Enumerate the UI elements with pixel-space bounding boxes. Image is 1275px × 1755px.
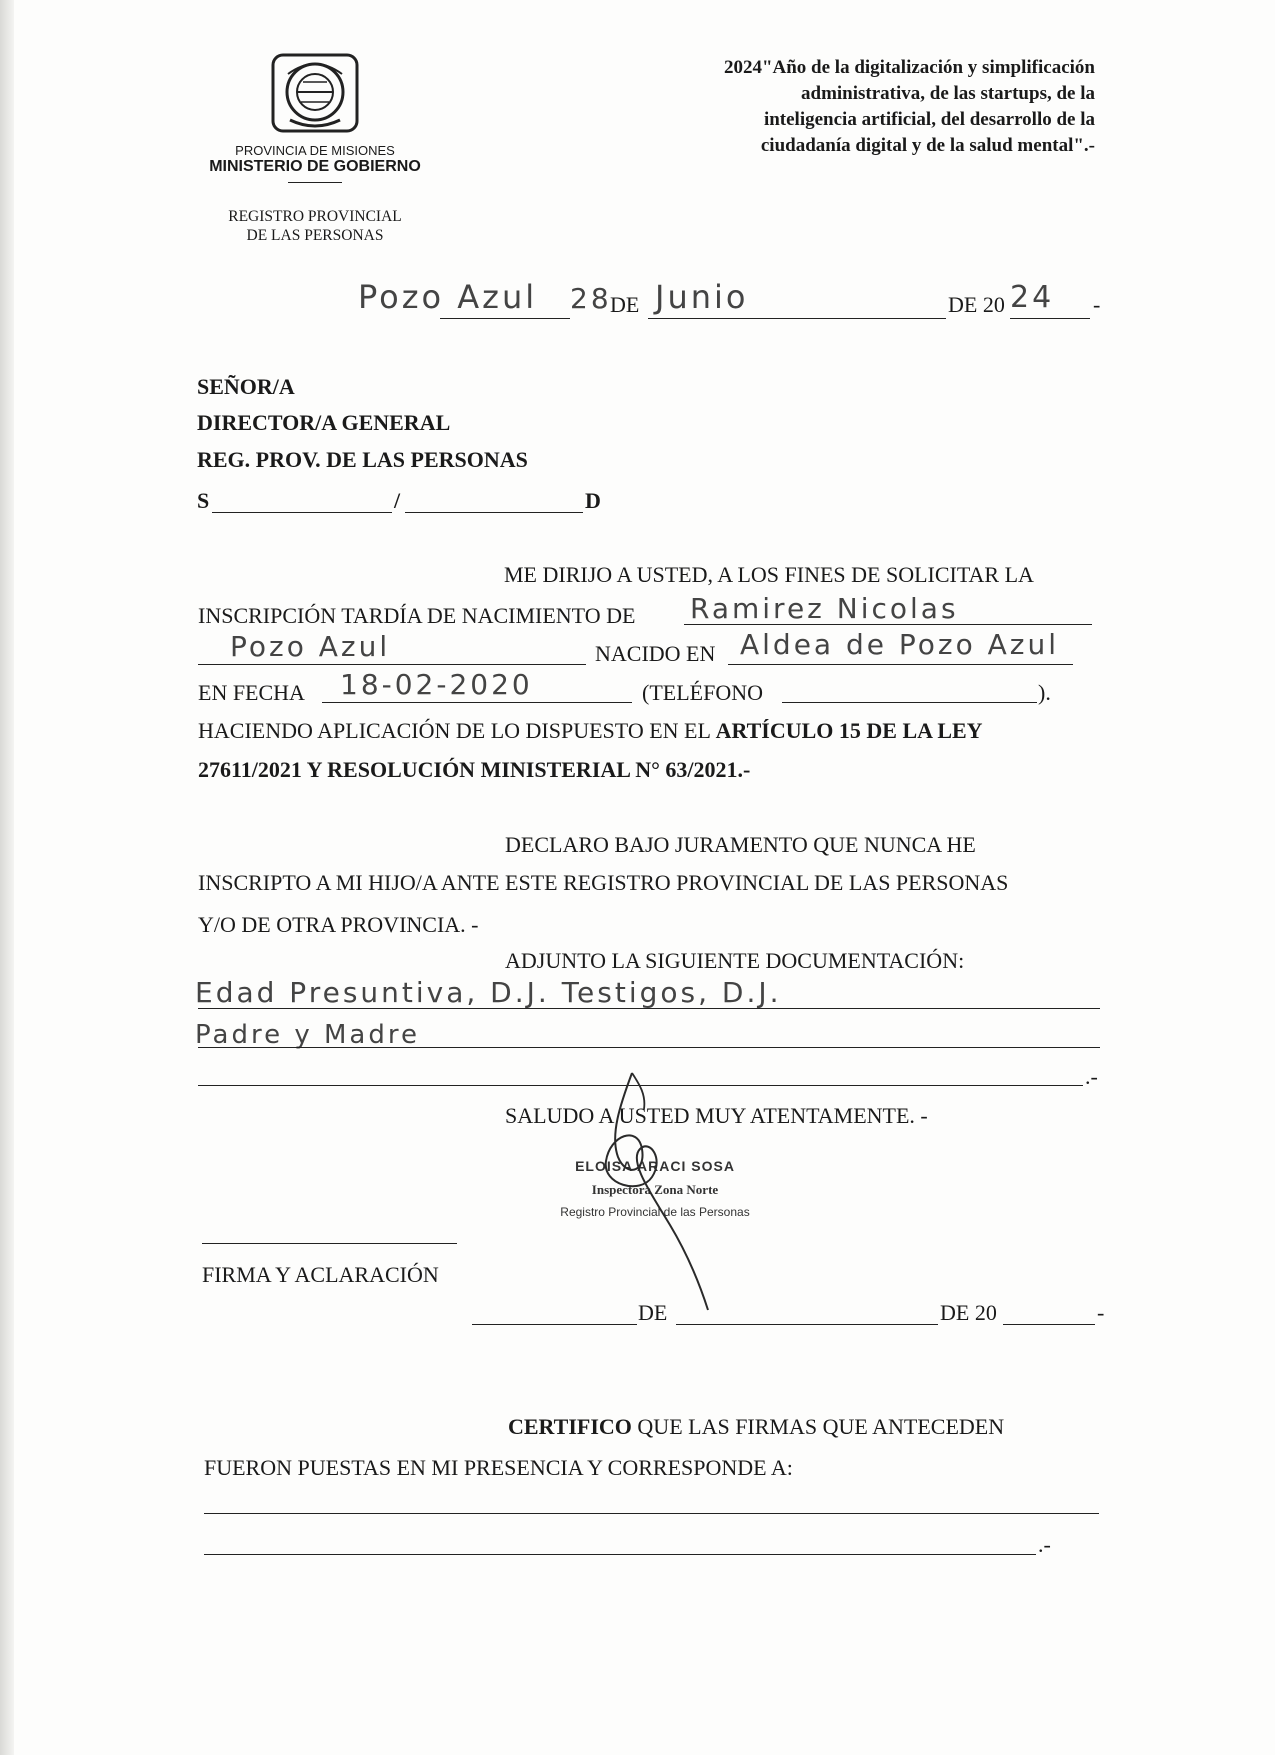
registry-label-line1: REGISTRO PROVINCIAL — [228, 208, 402, 225]
docs-handwritten-2: Padre y Madre — [195, 1020, 420, 1050]
phone-underline — [782, 702, 1037, 703]
oath-line2: INSCRIPTO A MI HIJO/A ANTE ESTE REGISTRO PROVINCIAL DE LAS PERSONAS — [198, 870, 1009, 895]
motto-line-1: 2024"Año de la digitalización y simplificación — [723, 57, 1095, 78]
place-underline — [440, 318, 570, 319]
place2-handwritten: Pozo Azul — [230, 630, 391, 663]
motto-text — [560, 55, 1095, 159]
ministry-underline — [288, 182, 342, 183]
addressee-s: S — [197, 488, 210, 513]
place-handwritten: Pozo Azul — [358, 278, 538, 316]
date-end-dash: - — [1093, 292, 1101, 317]
closing-text: SALUDO A USTED MUY ATENTAMENTE. - — [505, 1103, 928, 1128]
day-handwritten: 28 — [570, 282, 612, 315]
addressee-line1: SEÑOR/A — [197, 374, 295, 399]
child-name-handwritten: Ramirez Nicolas — [690, 592, 959, 625]
place2-underline — [198, 664, 586, 665]
docs-end: .- — [1085, 1064, 1098, 1089]
page-edge-shadow — [0, 0, 14, 1755]
born-label: NACIDO EN — [595, 641, 716, 666]
date-de-20-label: DE 20 — [948, 292, 1005, 317]
stamp-line1: ELOISA ARACI SOSA — [575, 1158, 735, 1174]
second-date-underline-1 — [472, 1324, 637, 1325]
second-date-underline-3 — [1003, 1324, 1095, 1325]
certification-line2: FUERON PUESTAS EN MI PRESENCIA Y CORRESPONDE A: — [204, 1455, 793, 1480]
request-line2-label: INSCRIPCIÓN TARDÍA DE NACIMIENTO DE — [198, 603, 636, 628]
motto-line-3: inteligencia artificial, del desarrollo de la — [763, 109, 1095, 130]
certification-line1 — [508, 1414, 1004, 1440]
oath-line1: DECLARO BAJO JURAMENTO QUE NUNCA HE — [505, 832, 976, 857]
registry-label-line2: DE LAS PERSONAS — [246, 227, 384, 244]
signature-line — [202, 1243, 457, 1244]
birth-date-handwritten: 18-02-2020 — [340, 668, 533, 701]
second-date-end: - — [1097, 1300, 1105, 1325]
stamp-line2: Inspectora Zona Norte — [591, 1182, 719, 1197]
certification-end: .- — [1038, 1532, 1051, 1557]
signature-label: FIRMA Y ACLARACIÓN — [202, 1262, 439, 1287]
certification-bold: CERTIFICO — [508, 1414, 632, 1439]
second-date-underline-2 — [676, 1324, 938, 1325]
certification-rest: QUE LAS FIRMAS QUE ANTECEDEN — [637, 1414, 1005, 1439]
certification-underline-2 — [204, 1554, 1036, 1555]
second-date-de-label: DE — [638, 1300, 668, 1325]
motto-line-2: administrativa, de las startups, de la — [801, 83, 1095, 104]
docs-intro: ADJUNTO LA SIGUIENTE DOCUMENTACIÓN: — [505, 948, 965, 973]
phone-label: (TELÉFONO — [642, 680, 763, 705]
docs-underline-1 — [198, 1008, 1100, 1009]
year-handwritten: 24 — [1010, 280, 1055, 315]
second-date-de-20-label: DE 20 — [940, 1300, 997, 1325]
oath-line3: Y/O DE OTRA PROVINCIA. - — [198, 912, 479, 937]
birth-date-underline — [322, 702, 632, 703]
certification-underline-1 — [204, 1513, 1099, 1514]
month-handwritten: Junio — [655, 278, 749, 316]
addressee-slash: / — [394, 488, 401, 513]
date-de-label-1: DE — [610, 292, 640, 317]
law-line1 — [198, 718, 983, 744]
motto-line-4: ciudadanía digital y de la salud mental".- — [760, 135, 1095, 156]
born-place-underline — [728, 664, 1073, 665]
addressee-d: D — [585, 488, 601, 513]
born-place-handwritten: Aldea de Pozo Azul — [740, 628, 1060, 661]
stamp-line3: Registro Provincial de las Personas — [560, 1205, 750, 1219]
addressee-line2: DIRECTOR/A GENERAL — [197, 410, 451, 435]
handwritten-signature-icon — [580, 1065, 780, 1315]
province-label: PROVINCIA DE MISIONES — [235, 143, 395, 158]
law-line2: 27611/2021 Y RESOLUCIÓN MINISTERIAL N° 63/2021.- — [198, 757, 751, 782]
addressee-underline-2 — [405, 512, 583, 513]
child-name-underline — [684, 624, 1092, 625]
month-underline — [648, 318, 946, 319]
addressee-line3: REG. PROV. DE LAS PERSONAS — [197, 447, 528, 472]
year-underline — [1010, 318, 1090, 319]
misiones-seal-icon — [270, 52, 360, 134]
phone-end: ). — [1038, 680, 1051, 705]
request-line1: ME DIRIJO A USTED, A LOS FINES DE SOLICITAR LA — [504, 562, 1034, 587]
law-line1-normal: HACIENDO APLICACIÓN DE LO DISPUESTO EN EL — [198, 718, 711, 743]
law-line1-bold: ARTÍCULO 15 DE LA LEY — [715, 718, 983, 743]
docs-underline-2 — [198, 1047, 1100, 1048]
addressee-underline-1 — [212, 512, 392, 513]
docs-handwritten-1: Edad Presuntiva, D.J. Testigos, D.J. — [195, 976, 782, 1009]
date-label: EN FECHA — [198, 680, 305, 705]
ministry-label: MINISTERIO DE GOBIERNO — [209, 158, 421, 175]
